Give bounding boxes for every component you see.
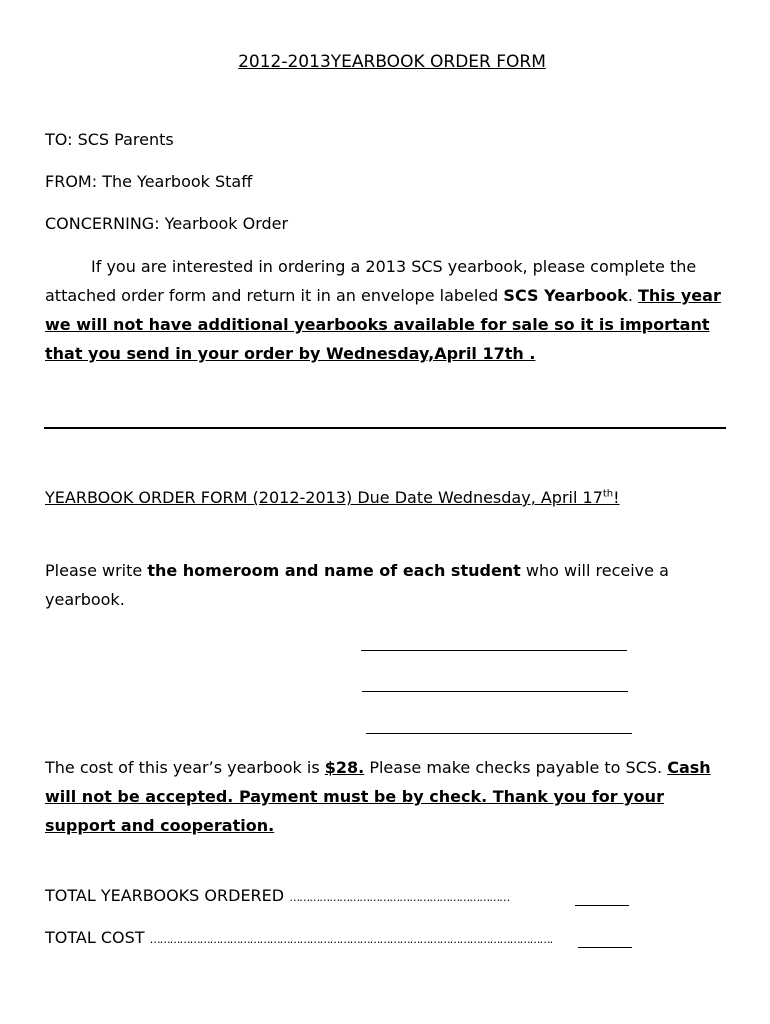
memo-from: FROM: The Yearbook Staff <box>45 172 253 191</box>
total-yearbooks-label: TOTAL YEARBOOKS ORDERED <box>45 886 285 905</box>
section-divider <box>44 427 726 429</box>
order-heading-end: ! <box>613 488 620 507</box>
student-entry-line-2[interactable] <box>362 691 628 692</box>
intro-paragraph <box>45 252 735 368</box>
intro-text-1: If you are interested in ordering a 2013 SCS yearbook, please complete the attached order form and return it in an envelope labeled <box>45 257 697 305</box>
instruction-text-2: who will receive a yearbook. <box>45 561 669 609</box>
order-form-heading <box>45 488 620 507</box>
memo-to: TO: SCS Parents <box>45 130 174 149</box>
intro-label-bold: SCS Yearbook <box>503 286 628 305</box>
cost-emphasis: Cash will not be accepted. Payment must be by check. Thank you for your support and cooperation. <box>45 758 711 835</box>
student-entry-line-3[interactable] <box>366 733 632 734</box>
page-title <box>0 52 770 72</box>
order-heading-main: YEARBOOK ORDER FORM (2012-2013) Due Date Wednesday, April 17 <box>45 488 603 507</box>
cost-paragraph <box>45 753 735 840</box>
intro-emphasis: This year we will not have additional yearbooks available for sale so it is important that you send in your order by Wednesday,April 17th . <box>45 286 721 363</box>
total-yearbooks-dots: ………………………………………………………… <box>289 891 510 904</box>
total-yearbooks-blank[interactable] <box>575 905 629 906</box>
instruction-bold: the homeroom and name of each student <box>147 561 521 580</box>
total-cost-row <box>45 928 552 947</box>
total-cost-dots: …………………………………………………………………………………………………………. <box>149 933 553 946</box>
cost-text-2: Please make checks payable to SCS. <box>364 758 668 777</box>
cost-text-1: The cost of this year’s yearbook is <box>45 758 325 777</box>
cost-price: $28. <box>324 758 365 777</box>
memo-concerning: CONCERNING: Yearbook Order <box>45 214 289 233</box>
instruction-paragraph <box>45 556 735 614</box>
title-text: 2012-2013YEARBOOK ORDER FORM <box>238 52 546 72</box>
total-cost-label: TOTAL COST <box>45 928 145 947</box>
intro-text-2: . <box>627 286 638 305</box>
instruction-text-1: Please write <box>45 561 148 580</box>
student-entry-line-1[interactable] <box>361 650 627 651</box>
total-yearbooks-row <box>45 886 509 905</box>
order-heading-sup: th <box>602 488 614 500</box>
total-cost-blank[interactable] <box>578 947 632 948</box>
